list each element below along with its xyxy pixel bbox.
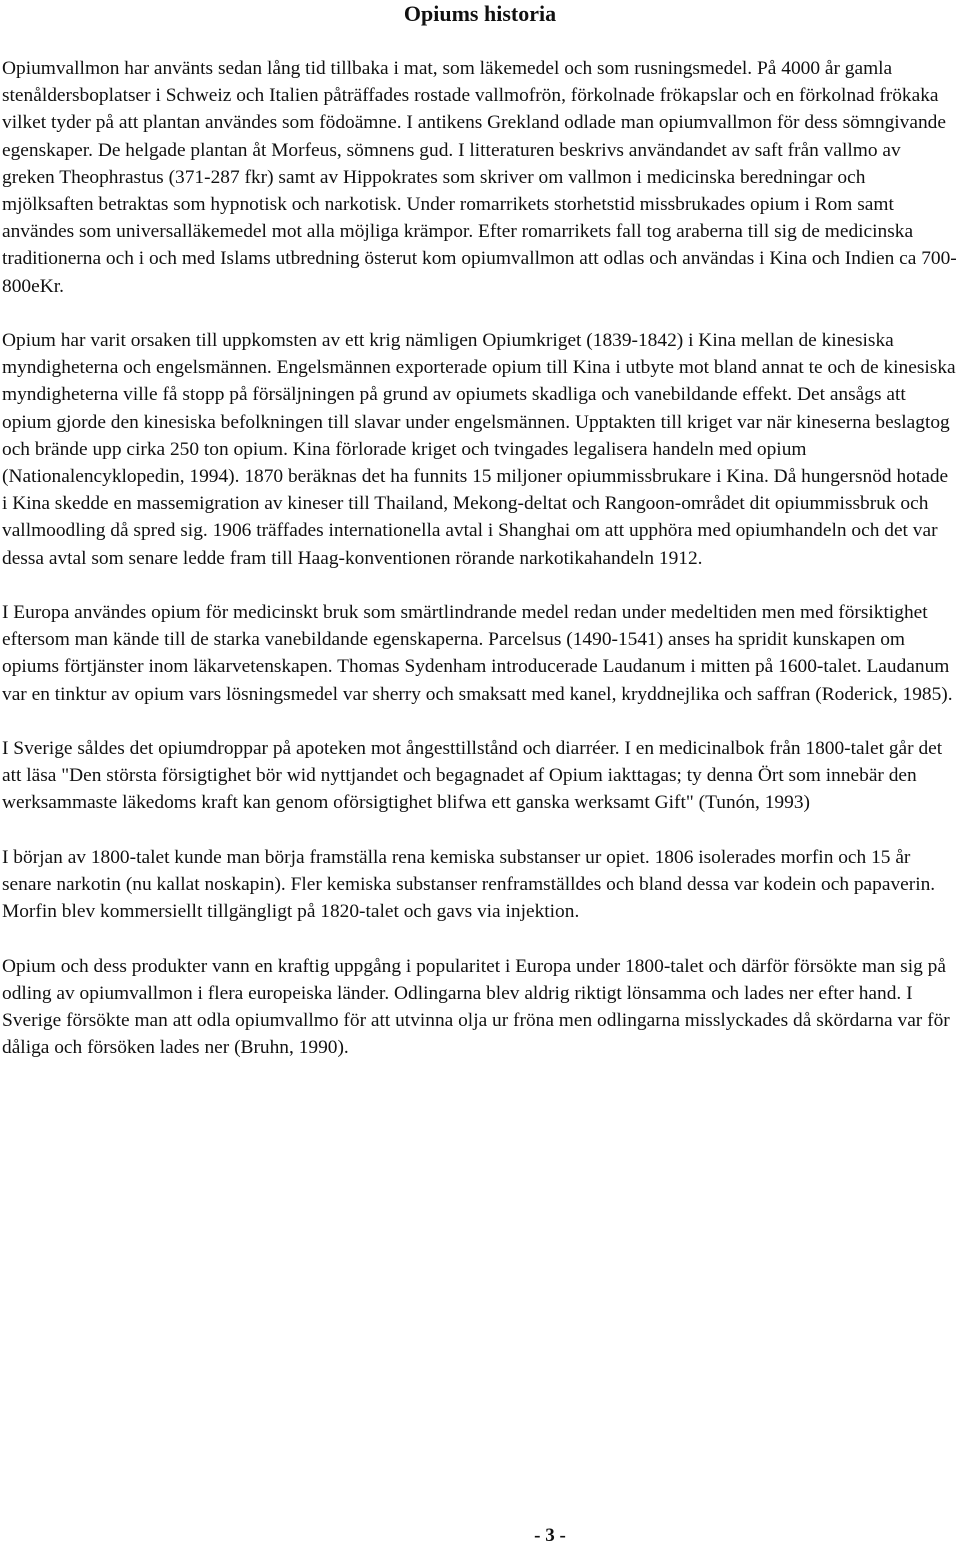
paragraph-europe-medicine: I Europa användes opium för medicinskt bruk som smärtlindrande medel redan under medeltiden men med försiktighet eftersom man kände till de starka vanebildande egenskaperna. Parcelsus (1490-1541) anses ha spridit kunskapen om opiums förtjänster inom läkarvetenskapen. Thomas Sydenham introducerade Laudanum i mitten på 1600-talet. Laudanum var en tinktur av opium vars lösningsmedel var sherry och smaksatt med kanel, kryddnejlika och saffran (Roderick, 1985). [2,602,953,705]
paragraph-european-cultivation: Opium och dess produkter vann en kraftig uppgång i popularitet i Europa under 1800-talet och därför försökte man sig på odling av opiumvallmon i flera europeiska länder. Odlingarna blev aldrig riktigt lönsamma och lades ner efter hand. I Sverige försökte man att odla opiumvallmo för att utvinna olja ur fröna men odlingarna misslyckades då skördarna var för dåliga och försöken lades ner (Bruhn, 1990). [2,955,950,1059]
paragraph-ancient-history: Opiumvallmon har använts sedan lång tid tillbaka i mat, som läkemedel och som rusningsmedel. På 4000 år gamla stenåldersboplatser i Schweiz och Italien påträffades rostade vallmofrön, förkolnade frökapslar och en förkolnad frökaka vilket tyder på att plantan användes som födoämne. I antikens Grekland odlade man opiumvallmon för dess sömngivande egenskaper. De helgade plantan åt Morfeus, sömnens gud. I litteraturen beskrivs användandet av saft från vallmo av greken Theophrastus (371-287 fkr) samt av Hippokrates som skriver om vallmon i medicinska beredningar och mjölksaften betraktas som hypnotisk och narkotisk. Under romarrikets storhetstid missbrukades opium i Rom samt användes som universalläkemedel mot alla möjliga krämpor. Efter romarrikets fall tog araberna till sig de medicinska traditionerna och i och med Islams utbredning österut kom opiumvallmon att odlas och användas i Kina och Indien ca 700-800eKr. [2,58,957,297]
body-text [2,55,958,1089]
paragraph-sweden-pharmacies: I Sverige såldes det opiumdroppar på apoteken mot ångesttillstånd och diarréer. I en medicinalbok från 1800-talet går det att läsa "Den största försigtighet bör wid nyttjandet och begagnadet af Opium iakttagas; ty denna Ört som innebär den werksammaste läkedoms kraft kan genom oförsigtighet blifwa ett ganska werksamt Gift" (Tunón, 1993) [2,738,943,814]
page-number: - 3 - [534,1525,566,1546]
paragraph-chemical-substances: I början av 1800-talet kunde man börja framställa rena kemiska substanser ur opiet. 1806 isolerades morfin och 15 år senare narkotin (nu kallat noskapin). Fler kemiska substanser renframställdes och bland dessa var kodein och papaverin. Morfin blev kommersiellt tillgängligt på 1820-talet och gavs via injektion. [2,846,936,923]
paragraph-opium-war: Opium har varit orsaken till uppkomsten av ett krig nämligen Opiumkriget (1839-1842) i Kina mellan de kinesiska myndigheterna och engelsmännen. Engelsmännen exporterade opium till Kina i utbyte mot bland annat te och de kinesiska myndigheterna ville få stopp på försäljningen på grund av opiumets skadliga och vanebildande effekt. Det ansågs att opium gjorde den kinesiska befolkningen till slavar under engelsmännen. Upptakten till kriget var när kineserna beslagtog och brände upp cirka 250 ton opium. Kina förlorade kriget och tvingades legalisera handeln med opium (Nationalencyklopedin, 1994). 1870 beräknas det ha funnits 15 miljoner opiummissbrukare i Kina. Då hungersnöd hotade i Kina skedde en massemigration av kineser till Thailand, Mekong-deltat och Rangoon-området dit opiummissbruk och vallmoodling då spred sig. 1906 träffades internationella avtal i Shanghai om att upphöra med opiumhandeln och det var dessa avtal som senare ledde fram till Haag-konventionen rörande narkotikahandeln 1912. [2,330,956,569]
page-title: Opiums historia [403,1,557,26]
